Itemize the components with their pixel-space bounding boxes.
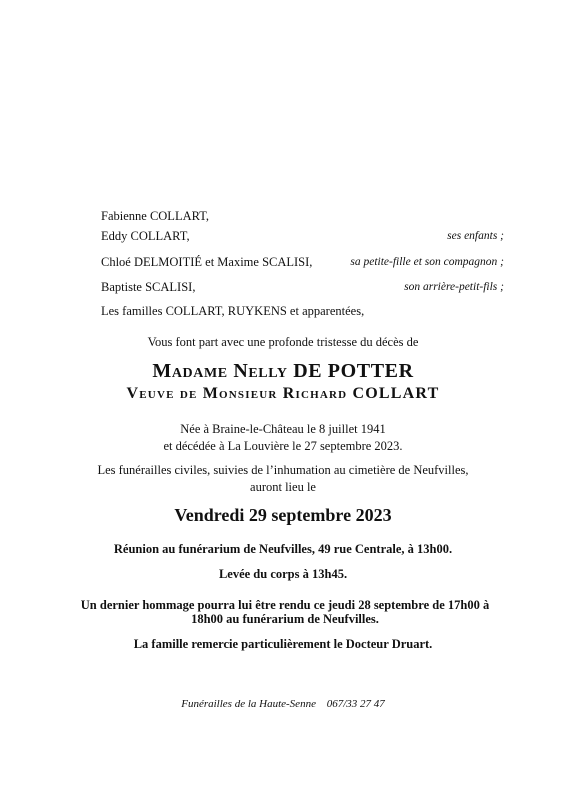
- deceased-name: Madame Nelly DE POTTER: [152, 360, 414, 382]
- tribute-info: Un dernier hommage pourra lui être rendu ce jeudi 28 septembre de 17h00 à 18h00 au funérarium de Neufvilles.: [80, 598, 490, 626]
- thanks-note: La famille remercie particulièrement le Docteur Druart.: [133, 637, 433, 651]
- funeral-home-name: Funérailles de la Haute-Senne: [181, 698, 316, 710]
- family-member-name: Eddy COLLART,: [101, 229, 190, 243]
- birth-info: Née à Braine-le-Château le 8 juillet 1941: [180, 422, 386, 436]
- family-member-name: Les familles COLLART, RUYKENS et apparentées,: [101, 304, 365, 318]
- funeral-date: Vendredi 29 septembre 2023: [174, 505, 392, 525]
- funeral-home-phone: 067/33 27 47: [326, 698, 385, 710]
- funeral-info-continued: auront lieu le: [250, 480, 316, 494]
- family-member-role: ses enfants ;: [447, 230, 504, 242]
- family-member-line: [101, 279, 504, 295]
- family-member-name: Fabienne COLLART,: [101, 209, 210, 223]
- announcement-text: Vous font part avec une profonde tristesse du décès de: [147, 335, 419, 349]
- family-member-line: [101, 208, 504, 224]
- funeral-info: Les funérailles civiles, suivies de l’inhumation au cimetière de Neufvilles,: [97, 463, 469, 477]
- removal-info: Levée du corps à 13h45.: [218, 567, 348, 581]
- deceased-widow-of: Veuve de Monsieur Richard COLLART: [126, 385, 440, 402]
- family-member-line: [101, 228, 504, 244]
- family-member-name: Chloé DELMOITIÉ et Maxime SCALISI,: [101, 255, 313, 269]
- death-info: et décédée à La Louvière le 27 septembre 2023.: [163, 439, 403, 453]
- family-member-role: son arrière-petit-fils ;: [404, 281, 504, 293]
- family-member-line: [101, 254, 504, 270]
- family-member-role: sa petite-fille et son compagnon ;: [350, 256, 504, 268]
- meeting-info: Réunion au funérarium de Neufvilles, 49 rue Centrale, à 13h00.: [113, 542, 453, 556]
- family-member-line: [101, 303, 504, 319]
- funeral-home-footer: [0, 698, 566, 710]
- family-member-name: Baptiste SCALISI,: [101, 280, 196, 294]
